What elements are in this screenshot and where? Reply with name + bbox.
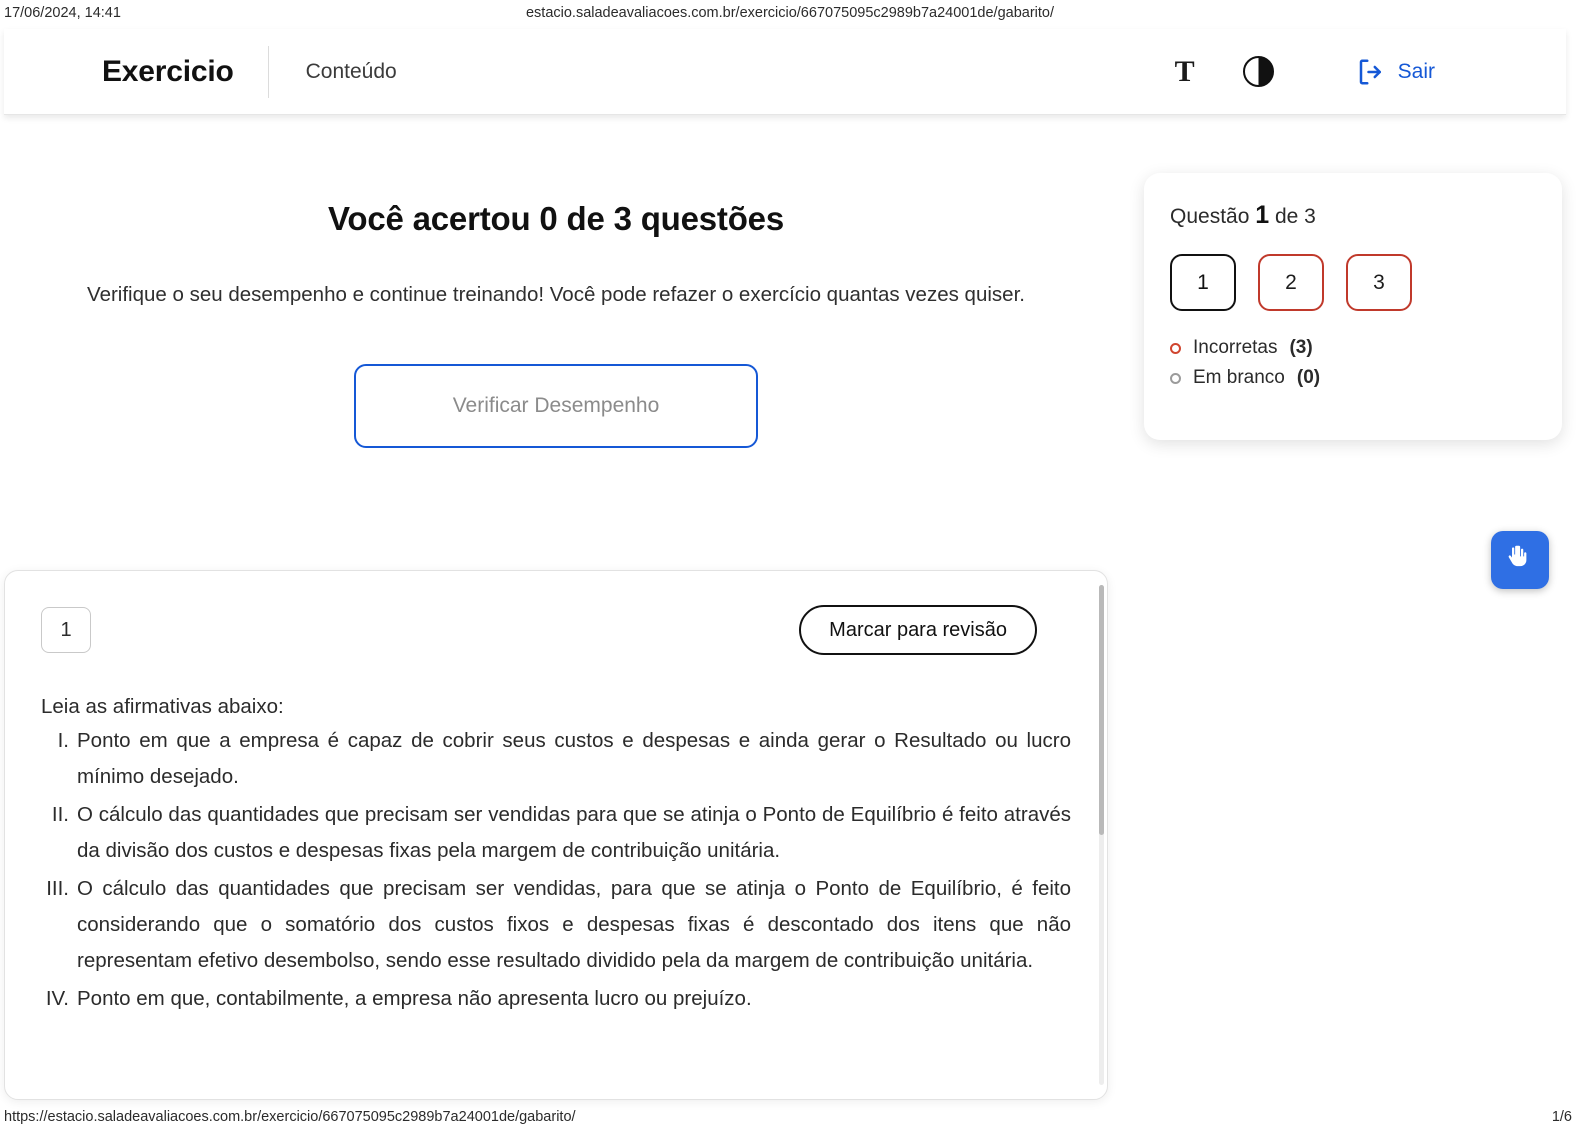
accessibility-button[interactable] (1491, 531, 1549, 589)
statement-marker: IV. (45, 987, 69, 1010)
result-subtitle: Verifique o seu desempenho e continue treinando! Você pode refazer o exercício quantas vezes quiser. (87, 283, 1025, 306)
result-title: Você acertou 0 de 3 questões (328, 200, 784, 237)
statement-text: Ponto em que a empresa é capaz de cobrir seus custos e despesas e ainda gerar o Resultado ou lucro mínimo desejado. (77, 729, 1071, 788)
legend-incorrect-dot-icon (1170, 343, 1181, 354)
legend-incorrect-label: Incorretas (1193, 337, 1278, 358)
question-navigator (1144, 173, 1562, 440)
question-card-header (41, 605, 1071, 655)
list-item (41, 871, 1071, 979)
navigator-title-suffix: de 3 (1274, 205, 1316, 228)
print-datetime: 17/06/2024, 14:41 (4, 5, 121, 21)
legend-blank-count: (0) (1296, 367, 1321, 388)
list-item (41, 797, 1071, 869)
logout-icon (1356, 57, 1386, 87)
question-card (4, 570, 1108, 1100)
legend-incorrect-count: (3) (1289, 337, 1313, 358)
question-button-2[interactable]: 2 (1258, 254, 1324, 311)
statement-marker: I. (57, 729, 69, 752)
list-item (41, 981, 1071, 1017)
navigator-current-number: 1 (1255, 201, 1270, 229)
legend-blank-label: Em branco (1193, 367, 1285, 388)
header-actions (1148, 42, 1566, 102)
statement-text: O cálculo das quantidades que precisam ser vendidas para que se atinja o Ponto de Equilíbrio é feito através da divisão dos custos e despesas fixas pela margem de contribuição unitária. (77, 803, 1071, 862)
question-button-1[interactable]: 1 (1170, 254, 1236, 311)
print-url: estacio.saladeavaliacoes.com.br/exercicio/667075095c2989b7a24001de/gabarito/ (525, 5, 1054, 21)
nav-item-conteudo[interactable]: Conteúdo (305, 59, 397, 83)
statement-text: O cálculo das quantidades que precisam ser vendidas, para que se atinja o Ponto de Equilíbrio, é feito considerando que o somatório dos custos fixos e despesas fixas é descontado dos itens que não representam efetivo desembolso, sendo esse resultado dividido pela da margem de contribuição unitária. (77, 877, 1071, 972)
question-button-3[interactable]: 3 (1346, 254, 1412, 311)
navigator-title (1170, 201, 1536, 230)
legend-incorrect (1170, 333, 1536, 363)
navigator-legend (1170, 333, 1536, 393)
text-size-icon: T (1174, 54, 1195, 88)
statement-marker: II. (51, 803, 69, 826)
hand-sign-icon (1505, 543, 1535, 578)
question-buttons (1170, 254, 1536, 311)
list-item (41, 723, 1071, 795)
app-header (4, 29, 1566, 115)
statement-marker: III. (46, 877, 69, 900)
scrollbar-thumb[interactable] (1099, 585, 1104, 835)
legend-blank (1170, 363, 1536, 393)
question-intro: Leia as afirmativas abaixo: (41, 695, 284, 718)
logout-label: Sair (1397, 59, 1435, 83)
print-page-number: 1/6 (1551, 1109, 1572, 1125)
statement-text: Ponto em que, contabilmente, a empresa não apresenta lucro ou prejuízo. (77, 987, 752, 1010)
page-title: Exercicio (102, 54, 234, 88)
print-header (0, 0, 1580, 26)
print-footer-url: https://estacio.saladeavaliacoes.com.br/exercicio/667075095c2989b7a24001de/gabarito/ (4, 1109, 576, 1125)
result-summary (30, 200, 1082, 448)
statement-list (41, 723, 1071, 1017)
contrast-icon (1243, 56, 1274, 87)
question-number-badge: 1 (41, 607, 91, 653)
logout-button[interactable] (1356, 57, 1435, 87)
legend-blank-dot-icon (1170, 373, 1181, 384)
mark-for-review-button[interactable]: Marcar para revisão (799, 605, 1037, 655)
navigator-title-prefix: Questão (1170, 205, 1250, 228)
text-size-button[interactable] (1148, 42, 1222, 102)
verify-performance-button[interactable]: Verificar Desempenho (354, 364, 758, 448)
print-footer (0, 1104, 1580, 1130)
contrast-button[interactable] (1222, 42, 1296, 102)
